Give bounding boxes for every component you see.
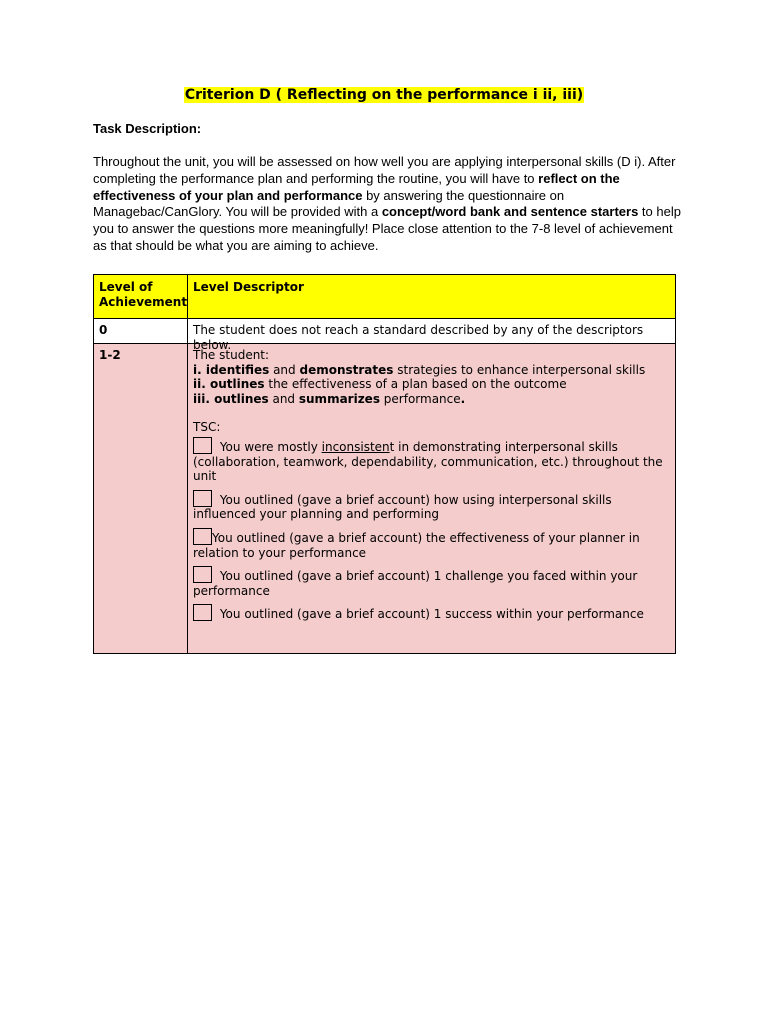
descriptor-cell (188, 344, 676, 654)
descriptor-line-3-rest: performance (379, 391, 461, 406)
intro-text-3: to help you to answer the questions more meaningfully! Place close attention to the 7-8 level of achievement as that should be what you are aiming to achieve. (93, 204, 681, 253)
rubric-table (93, 274, 676, 654)
descriptor-line-3-num: iii. outlines (193, 391, 269, 406)
level-cell (94, 344, 188, 654)
tsc-item (193, 560, 670, 598)
intro-text-2: by answering the questionnaire on Managebac/CanGlory. You will be provided with a (93, 187, 565, 220)
level-cell (94, 319, 188, 344)
descriptor-line-1-and: and (269, 362, 300, 377)
header-descriptor-label: Level Descriptor (193, 280, 304, 294)
table-row (94, 319, 676, 344)
tsc-item (193, 435, 670, 484)
descriptor-line-2 (193, 377, 670, 392)
header-descriptor-cell (188, 275, 676, 319)
checkbox-1[interactable] (193, 437, 212, 454)
tsc-item-1-underlined: inconsisten (321, 439, 390, 454)
tsc-item (193, 484, 670, 522)
descriptor-text: The student does not reach a standard described by any of the descriptors below. (193, 323, 644, 352)
intro-text-1: Throughout the unit, you will be assessed on how well you are applying interpersonal skills (D i). After completing the performance plan and performing the routine, you will have to (93, 154, 676, 186)
tsc-item-4-text: You outlined (gave a brief account) 1 challenge you faced within your performance (193, 569, 638, 598)
criterion-title-text: Criterion D ( Reflecting on the performance i ii, iii) (184, 87, 584, 103)
intro-bold-2: concept/word bank and sentence starters (381, 204, 639, 220)
tsc-item-2-text: You outlined (gave a brief account) how using interpersonal skills influenced your planning and performing (193, 492, 612, 522)
descriptor-line-3-bold: summarizes (298, 391, 380, 406)
rubric-header-row (94, 275, 676, 319)
checkbox-4[interactable] (193, 566, 212, 583)
tsc-label: TSC: (193, 420, 221, 435)
task-description-heading: Task Description: (93, 121, 202, 136)
intro-bold-1: reflect on the effectiveness of your plan and performance (93, 170, 620, 203)
checkbox-5[interactable] (193, 604, 212, 621)
tsc-item (193, 522, 670, 560)
descriptor-line-2-num: ii. outlines (193, 377, 265, 392)
header-level-cell (94, 275, 188, 319)
descriptor-line-3-and: and (268, 391, 299, 406)
tsc-item-5-text: You outlined (gave a brief account) 1 success within your performance (216, 607, 644, 622)
descriptor-line-2-rest: the effectiveness of a plan based on the outcome (264, 377, 567, 392)
tsc-item (193, 598, 670, 622)
descriptor-line-1 (193, 363, 670, 378)
criterion-title (0, 86, 768, 104)
descriptor-line-3 (193, 392, 670, 407)
checkbox-3[interactable] (193, 528, 212, 545)
descriptor-line-1-num: i. identifies (193, 362, 270, 377)
tsc-item-1-pre: You were mostly (216, 439, 322, 454)
descriptor-line-1-rest: strategies to enhance interpersonal skills (393, 362, 646, 377)
tsc-item-1-post: t in demonstrating interpersonal skills (collaboration, teamwork, dependability, communication, etc.) throughout the unit (193, 439, 663, 484)
level-value: 0 (99, 323, 108, 337)
task-description-paragraph (93, 154, 683, 255)
tsc-item-3-text: You outlined (gave a brief account) the effectiveness of your planner in relation to your performance (193, 530, 640, 560)
descriptor-intro: The student: (193, 348, 270, 362)
descriptor-line-3-dot: . (460, 391, 466, 406)
header-level-label: Level of Achievement (99, 280, 188, 309)
table-row (94, 344, 676, 654)
checkbox-2[interactable] (193, 490, 212, 507)
level-value: 1-2 (99, 348, 121, 362)
descriptor-line-1-bold: demonstrates (299, 362, 394, 377)
descriptor-cell (188, 319, 676, 352)
